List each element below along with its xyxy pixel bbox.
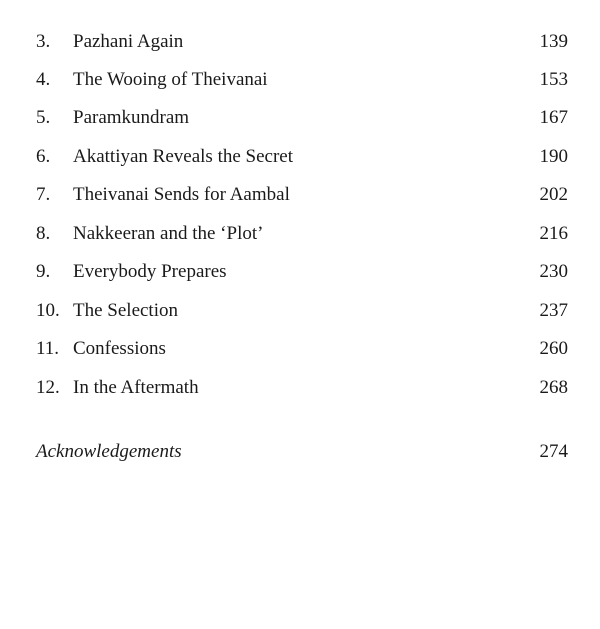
page-number: 202 — [539, 184, 568, 205]
toc-entry — [0, 335, 600, 363]
chapter-title: Nakkeeran and the ‘Plot’ — [73, 223, 264, 244]
chapter-title: Akattiyan Reveals the Secret — [73, 146, 294, 167]
chapter-title: Paramkundram — [73, 107, 190, 128]
chapter-title: Pazhani Again — [73, 31, 184, 52]
page-number: 260 — [539, 338, 568, 359]
toc-entry — [0, 297, 600, 325]
toc-entry — [0, 220, 600, 248]
chapter-number: 10. — [36, 300, 60, 321]
chapter-title: Confessions — [73, 338, 166, 359]
chapter-number: 8. — [36, 223, 51, 244]
chapter-number: 11. — [36, 338, 60, 359]
acknowledgements-title: Acknowledgements — [36, 441, 182, 462]
toc-entry — [0, 104, 600, 132]
toc-entry — [0, 258, 600, 286]
chapter-number: 4. — [36, 69, 51, 90]
toc-entry — [0, 374, 600, 402]
chapter-number: 5. — [36, 107, 51, 128]
chapter-title: Everybody Prepares — [73, 261, 227, 282]
page-number: 167 — [539, 107, 568, 128]
page-number: 216 — [539, 223, 568, 244]
page-number: 274 — [539, 441, 568, 462]
chapter-title: Theivanai Sends for Aambal — [73, 184, 290, 205]
chapter-number: 3. — [36, 31, 51, 52]
page-number: 268 — [539, 377, 568, 398]
chapter-number: 12. — [36, 377, 60, 398]
page-number: 230 — [539, 261, 568, 282]
page-number: 190 — [539, 146, 568, 167]
chapter-number: 7. — [36, 184, 51, 205]
chapter-number: 9. — [36, 261, 51, 282]
toc-entry — [0, 143, 600, 171]
page-number: 153 — [539, 69, 568, 90]
toc-acknowledgements-entry — [0, 438, 600, 466]
toc-entry — [0, 181, 600, 209]
chapter-number: 6. — [36, 146, 51, 167]
chapter-title: In the Aftermath — [73, 377, 199, 398]
toc-entry — [0, 66, 600, 94]
page-number: 139 — [539, 31, 568, 52]
chapter-title: The Wooing of Theivanai — [73, 69, 268, 90]
chapter-title: The Selection — [73, 300, 178, 321]
page-number: 237 — [539, 300, 568, 321]
toc-entry — [0, 28, 600, 56]
